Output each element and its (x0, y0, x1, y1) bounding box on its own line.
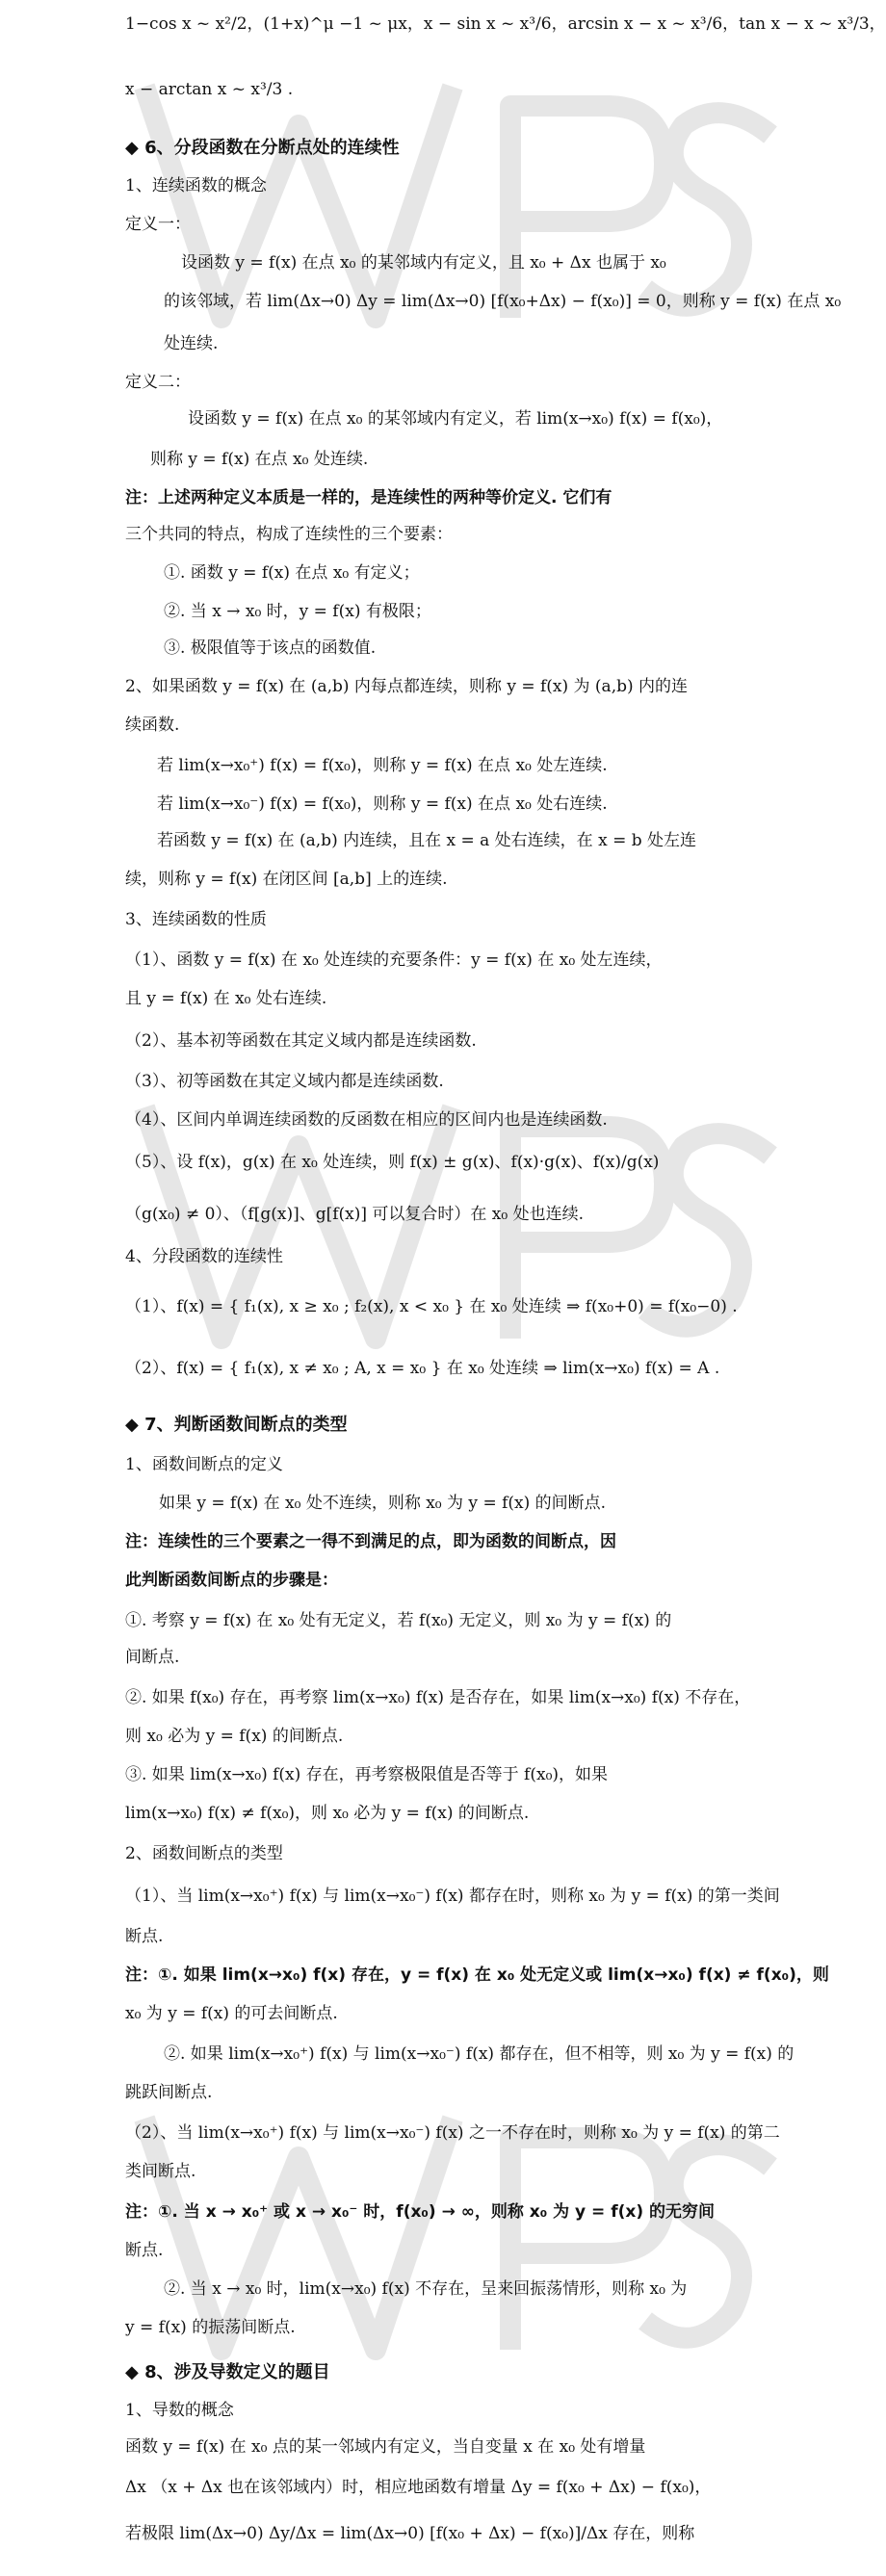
paragraph-line: 处连续. (164, 334, 219, 353)
note-line: 注：上述两种定义本质是一样的，是连续性的两种等价定义. 它们有 (125, 488, 612, 507)
paragraph-line: （1）、函数 y = f(x) 在 x₀ 处连续的充要条件：y = f(x) 在 x₀ 处左连续， (125, 950, 663, 970)
paragraph-line: 的该邻域，若 lim(Δx→0) Δy = lim(Δx→0) [f(x₀+Δx) − f(x₀)] = 0，则称 y = f(x) 在点 x₀ (164, 292, 842, 311)
definition-label: 定义二： (125, 373, 191, 392)
paragraph-line: 三个共同的特点，构成了连续性的三个要素： (125, 525, 453, 544)
paragraph-line: （4）、区间内单调连续函数的反函数在相应的区间内也是连续函数. (125, 1110, 608, 1130)
paragraph-line: （g(x₀) ≠ 0）、（f[g(x)]、g[f(x)] 可以复合时）在 x₀ 处也连续. (125, 1205, 585, 1224)
paragraph-line: ③. 如果 lim(x→x₀) f(x) 存在，再考察极限值是否等于 f(x₀)，如果 (125, 1765, 609, 1784)
paragraph-line: 类间断点. (125, 2162, 196, 2181)
subsection-heading: 1、函数间断点的定义 (125, 1455, 283, 1474)
subsection-heading: 1、导数的概念 (125, 2401, 234, 2420)
paragraph-line: 续函数. (125, 716, 180, 735)
note-line: 注：①. 当 x → x₀⁺ 或 x → x₀⁻ 时，f(x₀) → ∞，则称 x₀ 为 y = f(x) 的无穷间 (125, 2202, 716, 2222)
subsection-heading: 4、分段函数的连续性 (125, 1247, 283, 1266)
subsection-heading: 1、连续函数的概念 (125, 176, 267, 195)
note-line: 注：连续性的三个要素之一得不到满足的点，即为函数的间断点，因 (125, 1532, 616, 1551)
paragraph-line: 若 lim(x→x₀⁻) f(x) = f(x₀)，则称 y = f(x) 在点 x₀ 处右连续. (157, 794, 608, 814)
paragraph-line: ②. 如果 lim(x→x₀⁺) f(x) 与 lim(x→x₀⁻) f(x) 都存在，但不相等，则 x₀ 为 y = f(x) 的 (164, 2044, 795, 2064)
paragraph-line: （3）、初等函数在其定义域内都是连续函数. (125, 1072, 444, 1091)
paragraph-line: lim(x→x₀) f(x) ≠ f(x₀)，则 x₀ 必为 y = f(x) 的间断点. (125, 1804, 530, 1823)
equivalence-formulas-line-1: 1−cos x ~ x²/2，(1+x)^μ −1 ~ μx，x − sin x ~ x³/6，arcsin x − x ~ x³/6，tan x − x ~ x³/3， (125, 14, 886, 34)
paragraph-line: ②. 如果 f(x₀) 存在，再考察 lim(x→x₀) f(x) 是否存在，如果 lim(x→x₀) f(x) 不存在， (125, 1688, 751, 1707)
paragraph-line: 设函数 y = f(x) 在点 x₀ 的某邻域内有定义，若 lim(x→x₀) f(x) = f(x₀)， (188, 409, 723, 429)
paragraph-line: 续，则称 y = f(x) 在闭区间 [a,b] 上的连续. (125, 870, 448, 889)
paragraph-line: （5）、设 f(x)，g(x) 在 x₀ 处连续，则 f(x) ± g(x)、f(x)·g(x)、f(x)/g(x) (125, 1153, 660, 1172)
section-8-heading: ◆ 8、涉及导数定义的题目 (125, 2362, 330, 2382)
paragraph-line: 若函数 y = f(x) 在 (a,b) 内连续，且在 x = a 处右连续，在 x = b 处左连 (157, 831, 697, 850)
paragraph-line: 设函数 y = f(x) 在点 x₀ 的某邻域内有定义，且 x₀ + Δx 也属于 x₀ (181, 253, 666, 273)
subsection-heading: 3、连续函数的性质 (125, 910, 267, 929)
section-7-heading: ◆ 7、判断函数间断点的类型 (125, 1415, 348, 1435)
subsection-heading: 2、函数间断点的类型 (125, 1844, 283, 1863)
paragraph-line: ①. 考察 y = f(x) 在 x₀ 处有无定义，若 f(x₀) 无定义，则 x₀ 为 y = f(x) 的 (125, 1611, 672, 1630)
formula-line: （2）、f(x) = { f₁(x), x ≠ x₀ ; A, x = x₀ } 在 x₀ 处连续 ⇒ lim(x→x₀) f(x) = A . (125, 1359, 720, 1378)
paragraph-line: 间断点. (125, 1648, 180, 1667)
note-line: 注：①. 如果 lim(x→x₀) f(x) 存在，y = f(x) 在 x₀ 处无定义或 lim(x→x₀) f(x) ≠ f(x₀)，则 (125, 1965, 829, 1985)
paragraph-line: x₀ 为 y = f(x) 的可去间断点. (125, 2004, 338, 2023)
paragraph-line: 跳跃间断点. (125, 2083, 213, 2102)
paragraph-line: 则称 y = f(x) 在点 x₀ 处连续. (150, 450, 369, 469)
paragraph-line: 若极限 lim(Δx→0) Δy/Δx = lim(Δx→0) [f(x₀ + Δx) − f(x₀)]/Δx 存在，则称 (125, 2524, 695, 2543)
wps-watermark (106, 0, 780, 2576)
paragraph-line: 如果 y = f(x) 在 x₀ 处不连续，则称 x₀ 为 y = f(x) 的间断点. (159, 1494, 607, 1513)
list-item: ③. 极限值等于该点的函数值. (164, 638, 377, 658)
paragraph-line: 若 lim(x→x₀⁺) f(x) = f(x₀)，则称 y = f(x) 在点 x₀ 处左连续. (157, 756, 608, 775)
paragraph-line: 且 y = f(x) 在 x₀ 处右连续. (125, 989, 327, 1008)
paragraph-line: （1）、当 lim(x→x₀⁺) f(x) 与 lim(x→x₀⁻) f(x) 都存在时，则称 x₀ 为 y = f(x) 的第一类间 (125, 1886, 780, 1906)
paragraph-line: 2、如果函数 y = f(x) 在 (a,b) 内每点都连续，则称 y = f(x) 为 (a,b) 内的连 (125, 677, 689, 696)
definition-label: 定义一： (125, 215, 191, 234)
paragraph-line: 断点. (125, 2241, 164, 2260)
list-item: ①. 函数 y = f(x) 在点 x₀ 有定义； (164, 563, 420, 583)
paragraph-line: 此判断函数间断点的步骤是： (125, 1571, 338, 1590)
paragraph-line: 则 x₀ 必为 y = f(x) 的间断点. (125, 1727, 344, 1746)
list-item: ②. 当 x → x₀ 时，y = f(x) 有极限； (164, 602, 431, 621)
paragraph-line: ②. 当 x → x₀ 时，lim(x→x₀) f(x) 不存在，呈来回振荡情形，则称 x₀ 为 (164, 2279, 688, 2299)
section-6-heading: ◆ 6、分段函数在分断点处的连续性 (125, 138, 400, 158)
paragraph-line: （2）、当 lim(x→x₀⁺) f(x) 与 lim(x→x₀⁻) f(x) 之一不存在时，则称 x₀ 为 y = f(x) 的第二 (125, 2123, 780, 2143)
paragraph-line: 函数 y = f(x) 在 x₀ 点的某一邻域内有定义，当自变量 x 在 x₀ 处有增量 (125, 2437, 646, 2457)
paragraph-line: （2）、基本初等函数在其定义域内都是连续函数. (125, 1031, 477, 1051)
formula-line: （1）、f(x) = { f₁(x), x ≥ x₀ ; f₂(x), x < x₀ } 在 x₀ 处连续 ⇒ f(x₀+0) = f(x₀−0) . (125, 1297, 738, 1316)
paragraph-line: y = f(x) 的振荡间断点. (125, 2318, 296, 2337)
paragraph-line: 断点. (125, 1927, 164, 1946)
equivalence-formulas-line-2: x − arctan x ~ x³/3 . (125, 80, 294, 99)
paragraph-line: Δx （x + Δx 也在该邻域内）时，相应地函数有增量 Δy = f(x₀ + Δx) − f(x₀)， (125, 2478, 712, 2497)
